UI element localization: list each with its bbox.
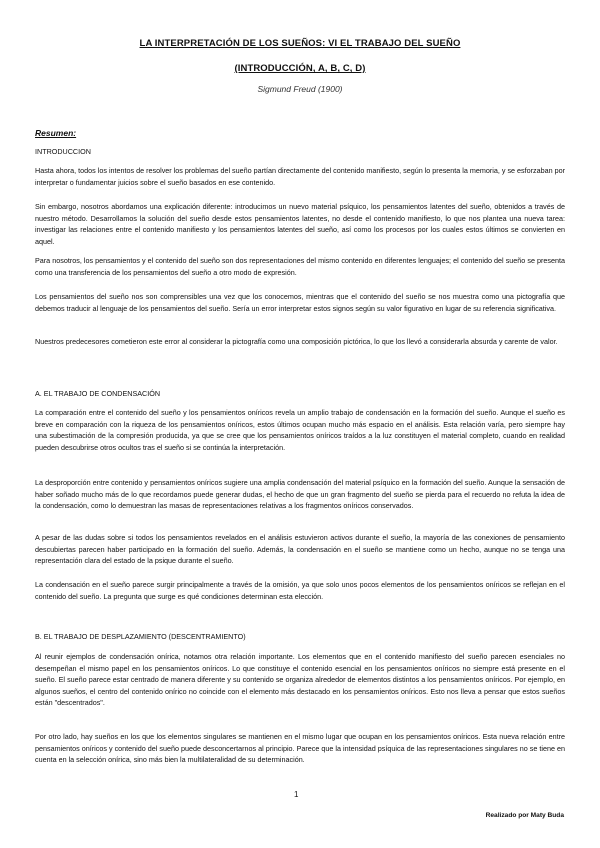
section-b-paragraph-2: Por otro lado, hay sueños en los que los elementos singulares se mantienen en el mismo lugar que ocupan en los pensamientos oníricos. Esta nueva relación entre pensamientos oníricos y contenido del sueño puede desconcertarnos al principio. Parece que la intensidad psíquica de las representaciones singulares no se tiene en cuenta en la selección onírica, sino más bien la multilateralidad de su determinación. bbox=[35, 732, 565, 765]
page-number: 1 bbox=[294, 790, 299, 799]
section-a-paragraph-2: La desproporción entre contenido y pensamientos oníricos sugiere una amplia condensación del material psíquico en la formación del sueño. Aunque la sensación de haber soñado mucho más de lo que recordamos puede generar dudas, el hecho de que un gran fragmento del sueño se pierda para el recuerdo no refuta la idea de la condensación, como lo demuestran las masas de representaciones relativas a los fragmentos oníricos conservados. bbox=[35, 478, 565, 511]
author-credit: Realizado por Maty Buda bbox=[485, 812, 564, 819]
section-b-paragraph-1: Al reunir ejemplos de condensación onírica, notamos otra relación importante. Los elementos que en el contenido manifiesto del sueño parecen esenciales no desempeñan el mismo papel en los pensamientos oníricos. Lo que constituye el contenido esencial en los pensamientos oníricos no siempre está presente en el sueño. El sueño parece estar centrado de manera diferente y su contenido se organiza alrededor de elementos distintos a los pensamientos oníricos. Por ejemplo, en algunos sueños, el centro del contenido onírico no coincide con el elemento más destacado en los pensamientos oníricos. Esto nos lleva a pensar que estos sueños están "descentrados". bbox=[35, 652, 565, 708]
section-a-heading: A. EL TRABAJO DE CONDENSACIÓN bbox=[35, 389, 161, 398]
document-title: LA INTERPRETACIÓN DE LOS SUEÑOS: VI EL TRABAJO DEL SUEÑO bbox=[139, 38, 461, 49]
section-b-heading: B. EL TRABAJO DE DESPLAZAMIENTO (DESCENTRAMIENTO) bbox=[35, 632, 246, 641]
intro-paragraph-4: Los pensamientos del sueño nos son comprensibles una vez que los conocemos, mientras que el contenido del sueño se nos muestra como una pictografía que debemos traducir al lenguaje de los pensamientos del sueño. Sería un error interpretar estos signos según su valor figurativo en lugar de su referencia significativa. bbox=[35, 292, 565, 313]
document-subtitle: (INTRODUCCIÓN, A, B, C, D) bbox=[234, 63, 366, 74]
intro-heading: INTRODUCCION bbox=[35, 147, 91, 156]
intro-paragraph-5: Nuestros predecesores cometieron este error al considerar la pictografía como una composición pictórica, lo que los llevó a considerarla absurda y carente de valor. bbox=[35, 337, 558, 346]
resumen-label: Resumen: bbox=[35, 128, 77, 138]
intro-paragraph-2: Sin embargo, nosotros abordamos una explicación diferente: introducimos un nuevo material psíquico, los pensamientos latentes del sueño, obtenidos a través de nuestro método. Desarrollamos la solución del sueño desde estos pensamientos latentes, no desde el contenido manifiesto, lo que nos plantea una nueva tarea: investigar las relaciones entre el contenido manifiesto y los pensamientos latentes del sueño, así como los procesos por los cuales estos últimos se convierten en aquel. bbox=[35, 202, 565, 246]
intro-paragraph-1: Hasta ahora, todos los intentos de resolver los problemas del sueño partían directamente del contenido manifiesto, según lo presenta la memoria, y se esforzaban por interpretar o fundamentar juicios sobre el sueño basados en ese contenido. bbox=[35, 166, 565, 187]
author-line: Sigmund Freud (1900) bbox=[257, 84, 343, 94]
section-a-paragraph-4: La condensación en el sueño parece surgir principalmente a través de la omisión, ya que solo unos pocos elementos de los pensamientos oníricos se reflejan en el contenido del sueño. La pregunta que surge es qué condiciones determinan esta elección. bbox=[35, 580, 565, 601]
intro-paragraph-3: Para nosotros, los pensamientos y el contenido del sueño son dos representaciones del mismo contenido en diferentes lenguajes; el contenido del sueño se presenta como una transferencia de los pensamientos del sueño a otro modo de expresión. bbox=[35, 256, 565, 277]
section-a-paragraph-1: La comparación entre el contenido del sueño y los pensamientos oníricos revela un amplio trabajo de condensación en la formación del sueño. Aunque el sueño es breve en comparación con la riqueza de los pensamientos oníricos, estos últimos ocupan mucho más espacio en el análisis. Esta relación varía, pero siempre hay una subestimación de la compresión producida, ya que se cree que los pensamientos oníricos traídos a la luz constituyen el material completo, cuando en realidad pueden descubrirse otros ocultos tras el sueño si se continúa la interpretación. bbox=[35, 408, 565, 452]
section-a-paragraph-3: A pesar de las dudas sobre si todos los pensamientos revelados en el análisis estuvieron activos durante el sueño, la mayoría de las conexiones de pensamiento descubiertas parecen haber participado en la formación del sueño. Además, la condensación en el sueño se mantiene como un hecho, aunque no se tenga una representación clara del estado de la psique durante el sueño. bbox=[35, 533, 565, 566]
